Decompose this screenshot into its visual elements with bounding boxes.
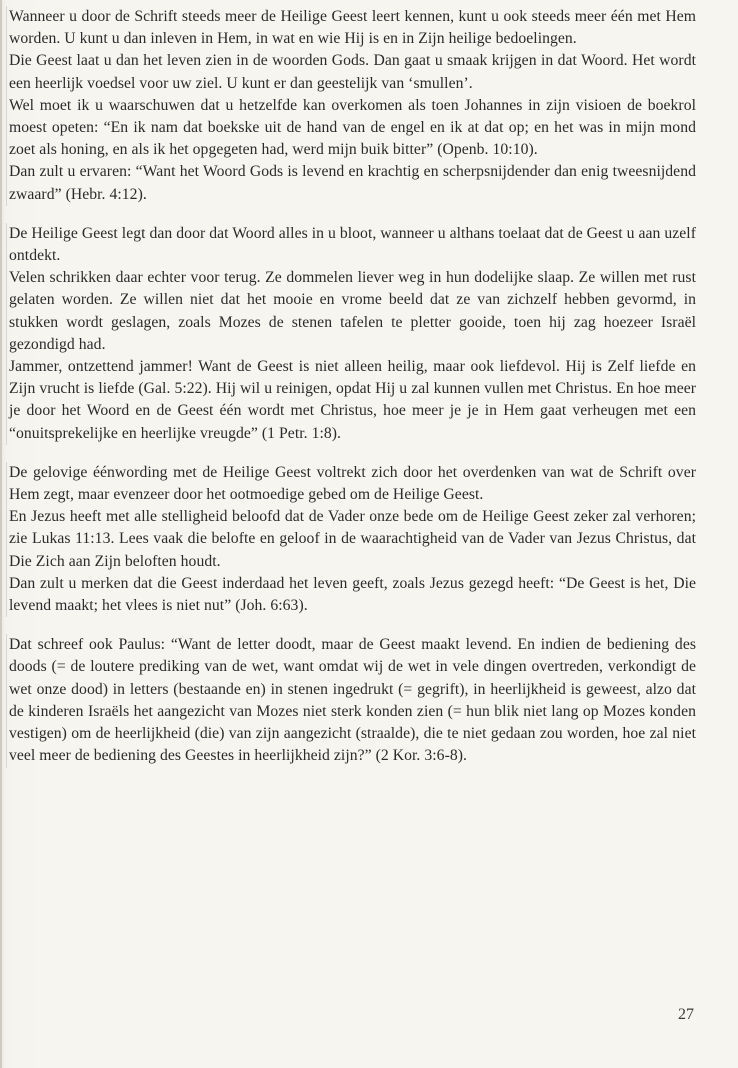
paragraph: Wel moet ik u waarschuwen dat u hetzelfde kan overkomen als toen Johannes in zijn visioen de boekrol moest opeten: “En ik nam dat boekske uit de hand van de engel en ik at dat op; en het was in mijn mond zoet als honing, en als ik het opgegeten had, werd mijn buik bitter” (Openb. 10:10). (6, 95, 696, 162)
page-number: 27 (678, 1006, 694, 1023)
paragraph: Wanneer u door de Schrift steeds meer de Heilige Geest leert kennen, kunt u ook steeds meer één met Hem worden. U kunt u dan inleven in Hem, in wat en wie Hij is en in Zijn heilige bedoelingen. (6, 6, 696, 50)
page-binding-edge (0, 0, 2, 1068)
paragraph: Dat schreef ook Paulus: “Want de letter doodt, maar de Geest maakt levend. En indien de bediening des doods (= de loutere prediking van de wet, want omdat wij de wet in vele dingen overtreden, verkondigt de wet onze dood) in letters (bestaande en) in stenen ingedrukt (= gegrift), in heerlijkheid is geweest, alzo dat de kinderen Israëls het aangezicht van Mozes niet sterk konden zien (= hun blik niet lang op Mozes konden vestigen) om de heerlijkheid (die) van zijn aangezicht (straalde), die te niet gedaan zou worden, hoe zal niet veel meer de bediening des Geestes in heerlijkheid zijn?” (2 Kor. 3:6-8). (6, 634, 696, 767)
section-gap (6, 206, 696, 223)
paragraph: Dan zult u ervaren: “Want het Woord Gods is levend en krachtig en scherpsnijdender dan enig tweesnijdend zwaard” (Hebr. 4:12). (6, 161, 696, 205)
paragraph: Dan zult u merken dat die Geest inderdaad het leven geeft, zoals Jezus gezegd heeft: “De Geest is het, Die levend maakt; het vlees is niet nut” (Joh. 6:63). (6, 573, 696, 617)
paragraph: Jammer, ontzettend jammer! Want de Geest is niet alleen heilig, maar ook liefdevol. Hij is Zelf liefde en Zijn vrucht is liefde (Gal. 5:22). Hij wil u reinigen, opdat Hij u zal kunnen vullen met Christus. En hoe meer je door het Woord en de Geest één wordt met Christus, hoe meer je je in Hem gaat verheugen met een “onuitsprekelijke en heerlijke vreugde” (1 Petr. 1:8). (6, 356, 696, 445)
paragraph: En Jezus heeft met alle stelligheid beloofd dat de Vader onze bede om de Heilige Geest zeker zal verhoren; zie Lukas 11:13. Lees vaak die belofte en geloof in de waarachtigheid van de Vader van Jezus Christus, dat Die Zich aan Zijn beloften houdt. (6, 506, 696, 573)
section-gap (6, 445, 696, 462)
body-text (6, 6, 696, 768)
paragraph: Die Geest laat u dan het leven zien in de woorden Gods. Dan gaat u smaak krijgen in dat Woord. Het wordt een heerlijk voedsel voor uw ziel. U kunt er dan geestelijk van ‘smullen’. (6, 50, 696, 94)
paragraph: De Heilige Geest legt dan door dat Woord alles in u bloot, wanneer u althans toelaat dat de Geest u aan uzelf ontdekt. (6, 223, 696, 267)
paragraph: Velen schrikken daar echter voor terug. Ze dommelen liever weg in hun dodelijke slaap. Ze willen met rust gelaten worden. Ze willen niet dat het mooie en vrome beeld dat ze van zichzelf hebben gevormd, in stukken wordt geslagen, zoals Mozes de stenen tafelen te pletter gooide, toen hij zag hoezeer Israël gezondigd had. (6, 267, 696, 356)
section-gap (6, 617, 696, 634)
paragraph: De gelovige éénwording met de Heilige Geest voltrekt zich door het overdenken van wat de Schrift over Hem zegt, maar evenzeer door het ootmoedige gebed om de Heilige Geest. (6, 462, 696, 506)
